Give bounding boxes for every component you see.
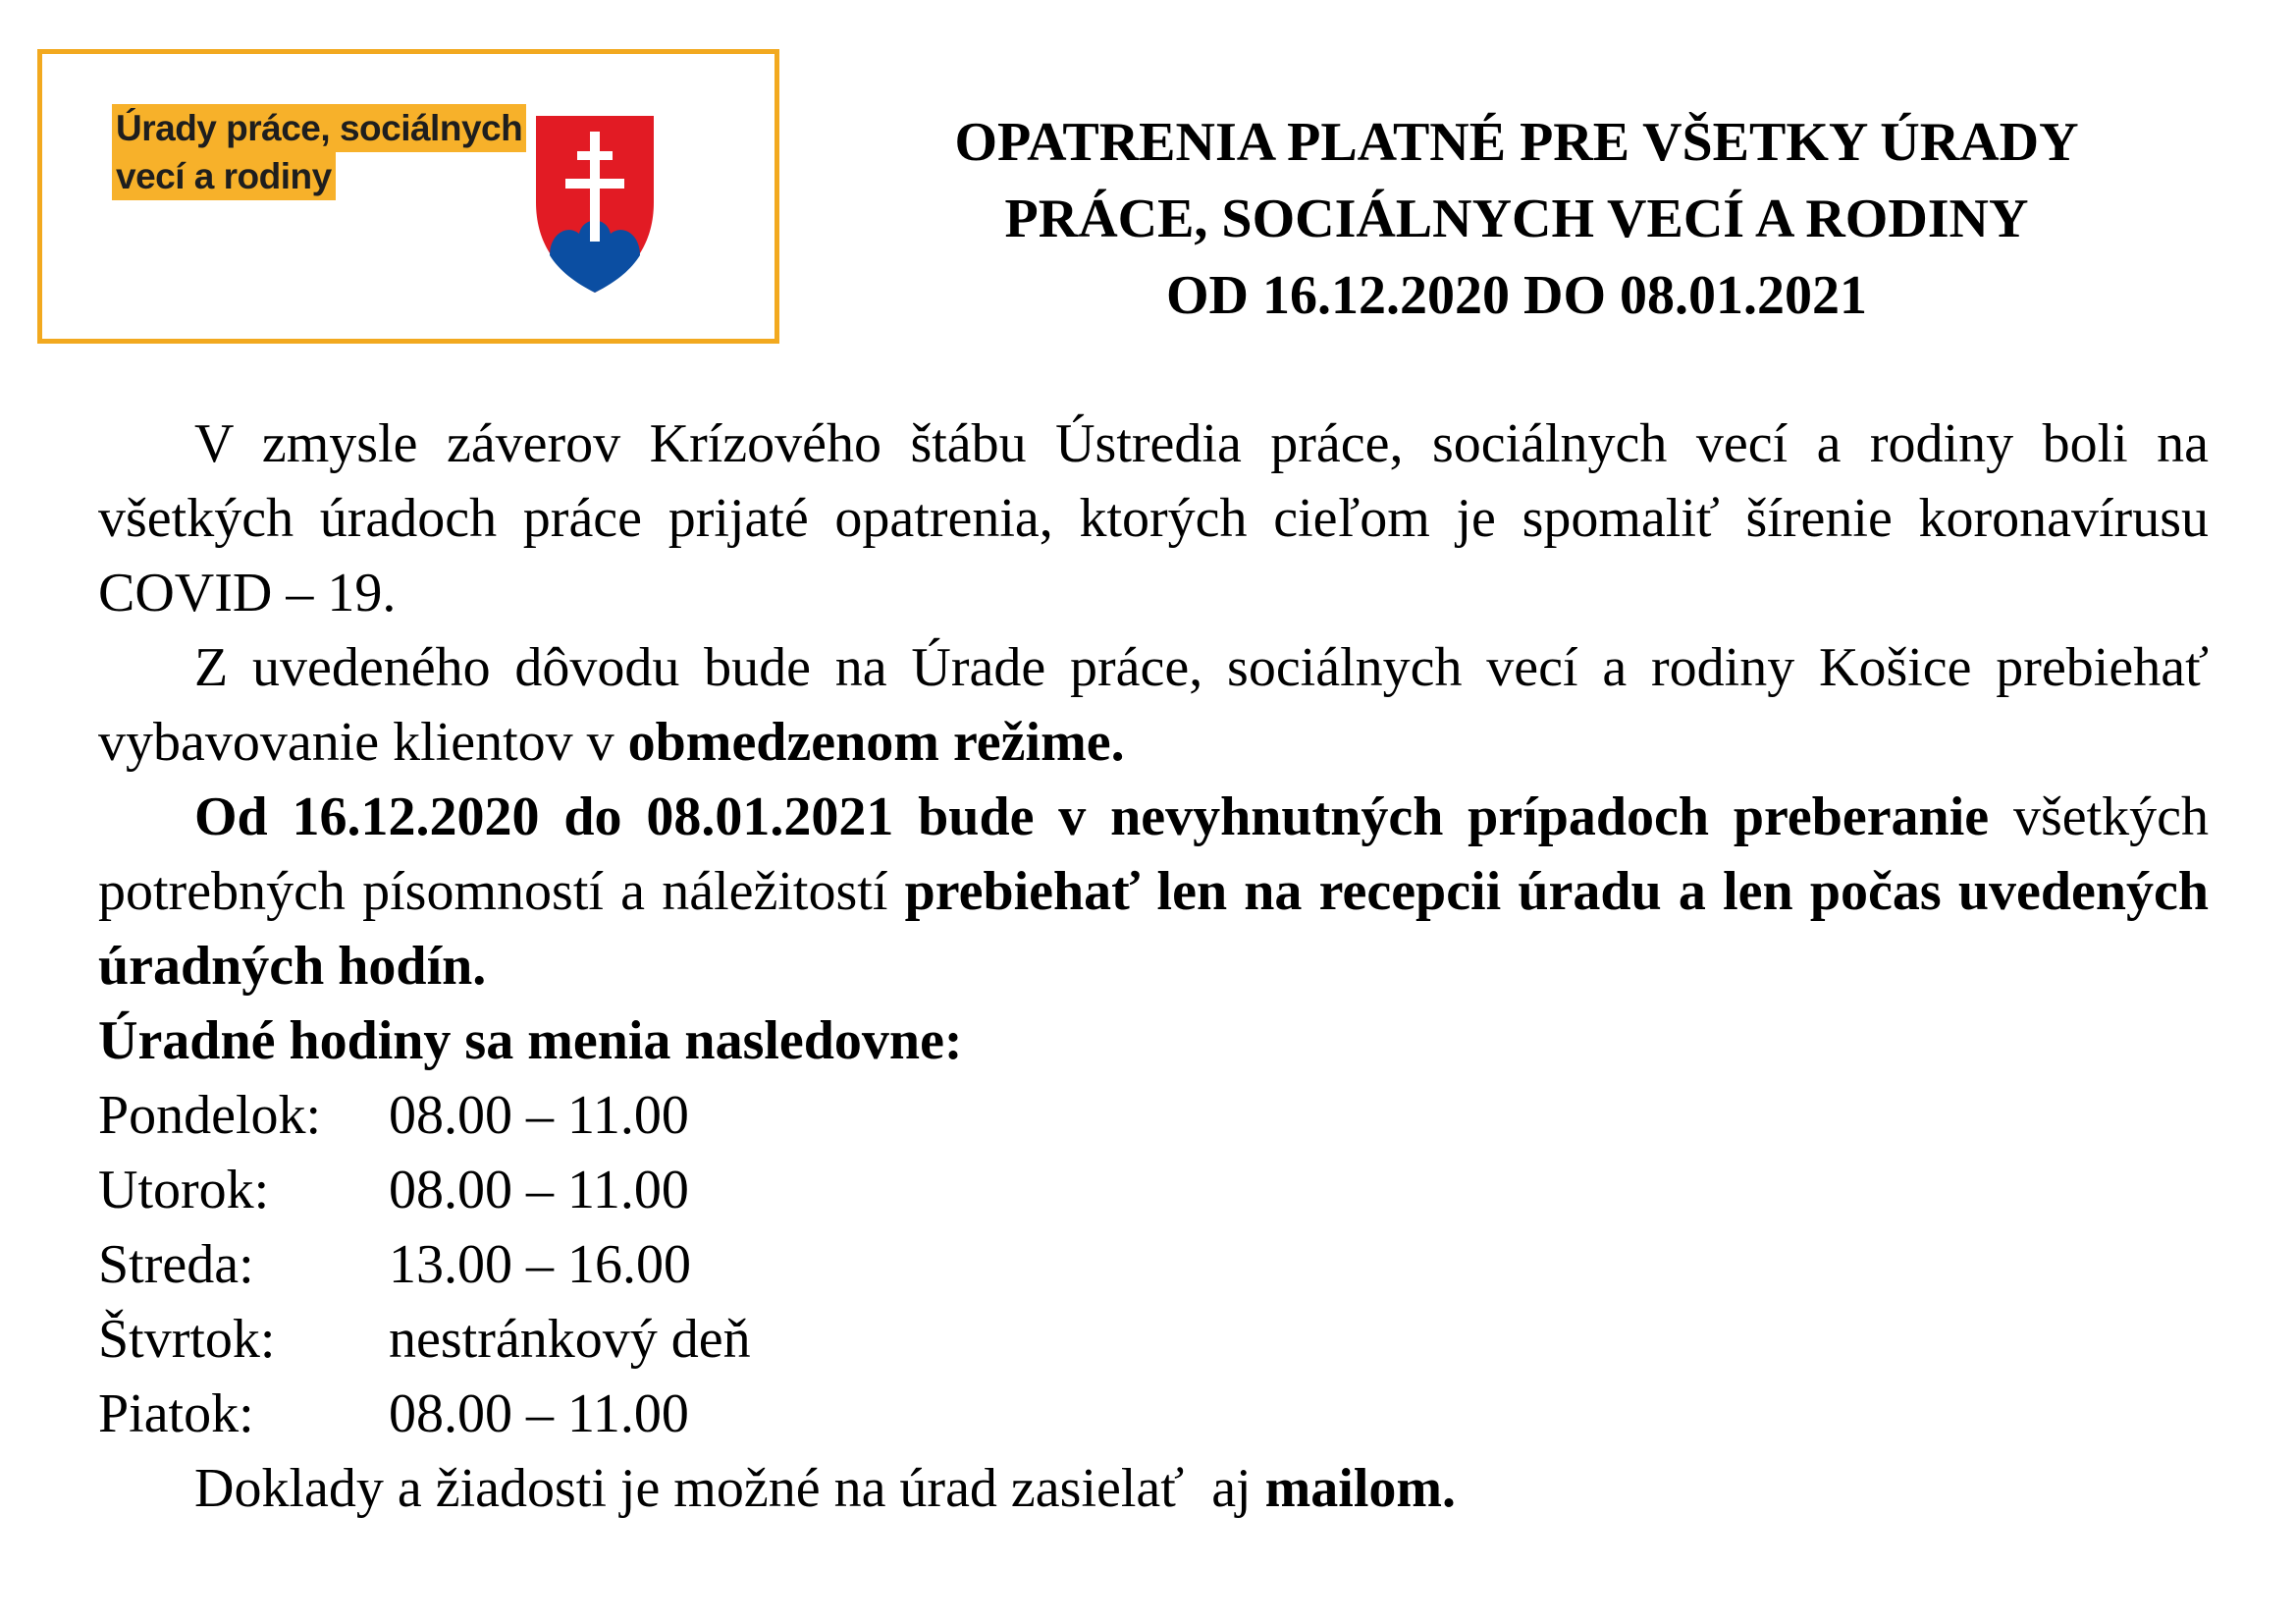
hours-heading: Úradné hodiny sa menia nasledovne:	[98, 1010, 963, 1071]
hours-row-monday	[98, 1078, 2209, 1153]
document-title	[805, 104, 2228, 334]
hours-row-tuesday	[98, 1153, 2209, 1227]
paragraph-limited-mode	[98, 630, 2209, 780]
paragraph-reception-text: všetkých potrebných písomností a náležitostí	[98, 786, 2210, 922]
hours-row-thursday	[98, 1302, 2209, 1377]
paragraph-crisis-staff: V zmysle záverov Krízového štábu Ústredia práce, sociálnych vecí a rodiny boli na všetkých úradoch práce prijaté opatrenia, ktorých cieľom je spomaliť šírenie koronavírusu COVID – 19.	[98, 413, 2209, 623]
hours-time: nestránkový deň	[389, 1309, 751, 1370]
hours-day: Utorok:	[98, 1160, 270, 1220]
title-line-2: PRÁCE, SOCIÁLNYCH VECÍ A RODINY	[1004, 189, 2029, 249]
logo-text-line1: Úrady práce, sociálnych	[112, 104, 526, 152]
title-line-3: OD 16.12.2020 DO 08.01.2021	[1166, 265, 1867, 326]
hours-time: 13.00 – 16.00	[389, 1234, 691, 1295]
logo-text-line2: vecí a rodiny	[112, 152, 336, 200]
paragraph-reception	[98, 780, 2209, 1003]
hours-day: Piatok:	[98, 1383, 254, 1444]
title-line-1: OPATRENIA PLATNÉ PRE VŠETKY ÚRADY	[954, 112, 2079, 173]
office-hours-list	[98, 1078, 2209, 1451]
hours-row-wednesday	[98, 1227, 2209, 1302]
hours-day: Pondelok:	[98, 1085, 322, 1146]
paragraph-email-bold: mailom.	[1264, 1458, 1457, 1519]
hours-time: 08.00 – 11.00	[389, 1383, 689, 1444]
hours-time: 08.00 – 11.00	[389, 1160, 689, 1220]
document-body	[98, 406, 2209, 1526]
hours-day: Štvrtok:	[98, 1309, 276, 1370]
paragraph-reception-bold-1: Od 16.12.2020 do 08.01.2021 bude v nevyhnutných prípadoch preberanie	[194, 786, 1990, 847]
hours-day: Streda:	[98, 1234, 254, 1295]
logo-wordmark	[112, 104, 526, 200]
slovak-coat-of-arms-icon	[528, 108, 662, 302]
paragraph-reception-bold-2: prebiehať len na recepcii úradu a len počas uvedených úradných hodín.	[98, 861, 2209, 997]
paragraph-limited-mode-bold: obmedzenom režime.	[627, 712, 1125, 773]
hours-row-friday	[98, 1377, 2209, 1451]
paragraph-limited-mode-text: Z uvedeného dôvodu bude na Úrade práce, sociálnych vecí a rodiny Košice prebiehať vybavovanie klientov v	[98, 637, 2209, 773]
paragraph-email	[98, 1451, 2209, 1526]
paragraph-email-text: Doklady a žiadosti je možné na úrad zasielať aj	[194, 1458, 1265, 1519]
hours-time: 08.00 – 11.00	[389, 1085, 689, 1146]
